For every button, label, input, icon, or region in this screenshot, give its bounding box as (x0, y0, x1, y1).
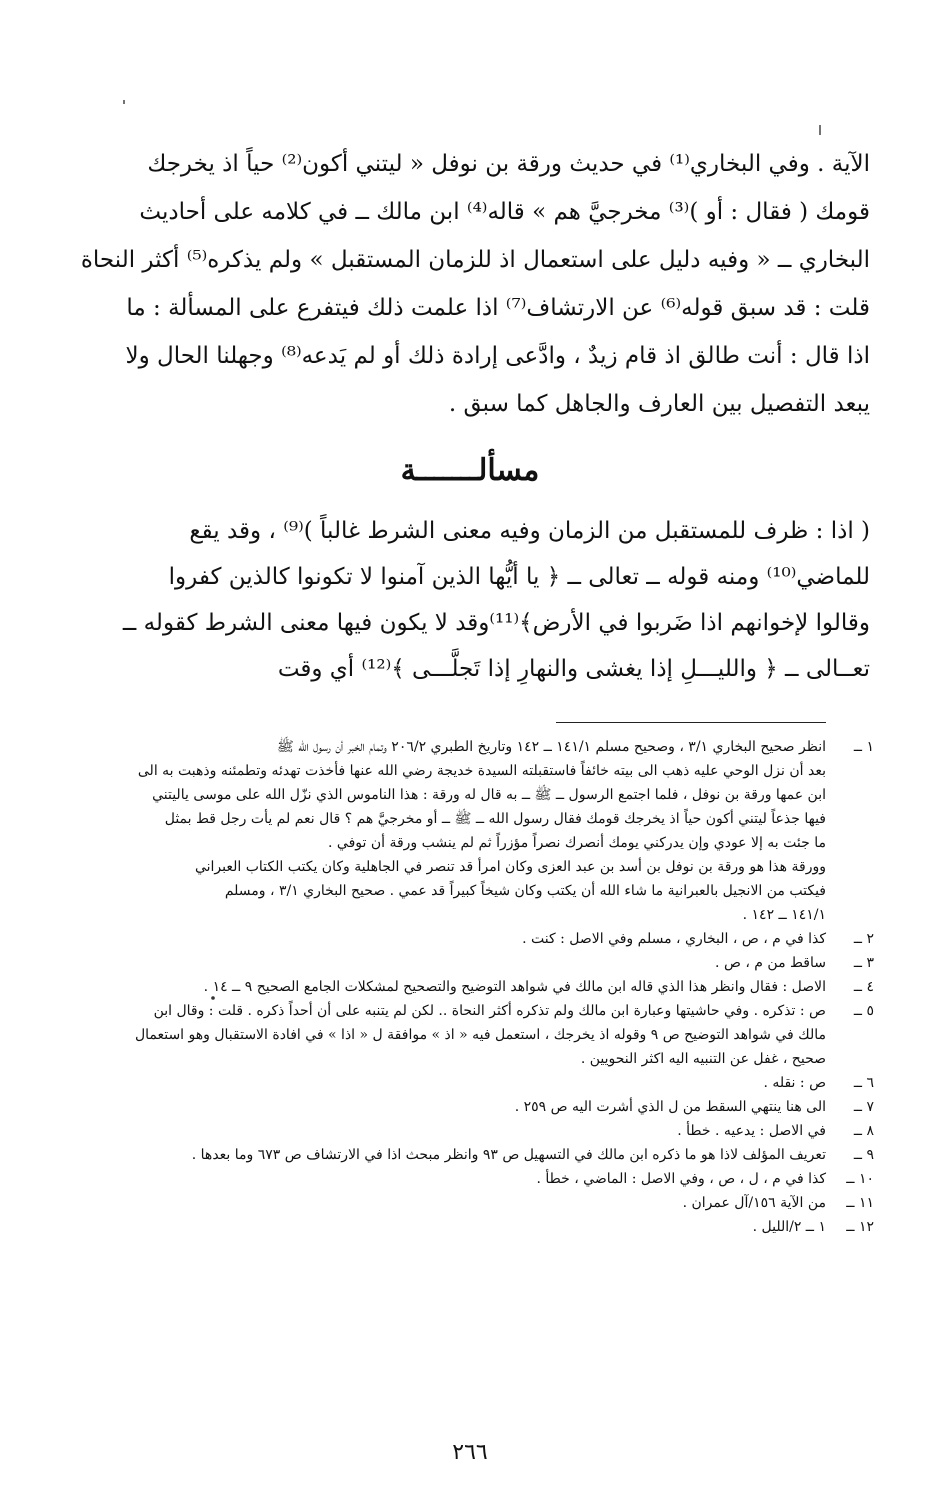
footnote-number: ٨ ــ (853, 1123, 874, 1139)
footnote-4 (62, 975, 874, 999)
footnote-7 (62, 1095, 874, 1119)
body-line: يبعد التفصيل بين العارف والجاهل كما سبق . (448, 391, 870, 417)
footnote-number: ٥ ــ (853, 1003, 874, 1019)
footnote-separator (556, 722, 826, 723)
body-line: اذا قال : أنت طالق اذ قام زيدٌ ، وادَّعى إرادة ذلك أو لم يَدعه⁽⁸⁾ وجهلنا الحال ولا (125, 343, 870, 369)
footnote-line: ص : نقله . (763, 1075, 826, 1091)
footnote-number: ٩ ــ (853, 1147, 874, 1163)
body-line: تعــالى ــ ﴿ والليـــلِ إذا يغشى والنهارِ إذا تَجلَّـــى ﴾⁽¹²⁾ أي وقت (277, 656, 870, 682)
footnote-line: ١٤١/١ ــ ١٤٢ . (742, 907, 826, 923)
footnote-line: ص : تذكره . وفي حاشيتها وعبارة ابن مالك ولم تذكره أكثر النحاة .. لكن لم يتنبه على أن أحداً ذكره . قلت : وقال ابن (153, 1003, 826, 1019)
footnote-12 (62, 1215, 874, 1239)
footnote-number: ١١ ــ (846, 1195, 874, 1211)
footnote-line: فيكتب من الانجيل بالعبرانية ما شاء الله أن يكتب وكان شيخاً كبيراً قد عمي . صحيح البخاري ٣/١ ، ومسلم (224, 883, 826, 899)
footnote-line: صحيح ، غفل عن التنبيه اليه اكثر النحويين . (580, 1051, 826, 1067)
footnote-number: ٢ ــ (853, 931, 874, 947)
footnote-number: ٣ ــ (853, 955, 874, 971)
footnote-line: تعريف المؤلف لاذا هو ما ذكره ابن مالك في التسهيل ص ٩٣ وانظر مبحث اذا في الارتشاف ص ٦٧٣ وما بعدها . (191, 1147, 826, 1163)
footnote-line: كذا في م ، ص ، البخاري ، مسلم وفي الاصل : كنت . (522, 931, 826, 947)
footnote-line: الاصل : فقال وانظر هذا الذي قاله ابن مالك في شواهد التوضيح والتصحيح لمشكلات الجامع الصحيح ٩ ــ ١٤ . (203, 979, 826, 995)
footnote-11 (62, 1191, 874, 1215)
footnote-8 (62, 1119, 874, 1143)
footnote-6 (62, 1071, 874, 1095)
footnote-2 (62, 927, 874, 951)
footnote-line: كذا في م ، ل ، ص ، وفي الاصل : الماضي ، خطأ . (536, 1171, 826, 1187)
footnote-1 (62, 735, 874, 855)
footnote-number: ١٠ ــ (846, 1171, 874, 1187)
footnote-line: في الاصل : يدعيه . خطأ . (677, 1123, 826, 1139)
body-line: وقالوا لإخوانهم اذا ضَربوا في الأرض﴾⁽¹¹⁾وقد لا يكون فيها معنى الشرط كقوله ــ (122, 610, 870, 636)
body-line: البخاري ــ « وفيه دليل على استعمال اذ للزمان المستقبل » ولم يذكره⁽⁵⁾ أكثر النحاة (80, 247, 870, 273)
second-text-block (78, 508, 870, 692)
footnote-line: بعد أن نزل الوحي عليه ذهب الى بيته خائفاً فاستقبلته السيدة خديجة رضي الله عنها فأخذت تهدئه وتطمئنه وذهبت به الى (137, 763, 826, 779)
footnote-number: ٦ ــ (853, 1075, 874, 1091)
footnote-line: فيها جذعاً ليتني أكون حياً اذ يخرجك قومك فقال رسول الله ــ ﷺ ــ أو مخرجيَّ هم ؟ قال نعم لم يأت رجل قط بمثل (164, 811, 826, 827)
footnote-line: ساقط من م ، ص . (715, 955, 826, 971)
footnote-10 (62, 1167, 874, 1191)
page-number: ٢٦٦ (452, 1440, 488, 1465)
footnote-5 (62, 999, 874, 1071)
body-line: قلت : قد سبق قوله⁽⁶⁾ عن الارتشاف⁽⁷⁾ اذا علمت ذلك فيتفرع على المسألة : ما (126, 295, 870, 321)
footnote-line: ما جئت به إلا عودي وإن يدركني يومك أنصرك نصراً مؤزراً ثم لم ينشب ورقة أن توفي . (328, 835, 826, 851)
footnote-line: الى هنا ينتهي السقط من ل الذي أشرت اليه ص ٢٥٩ . (514, 1099, 826, 1115)
footnotes (62, 735, 874, 1239)
body-line: للماضي⁽¹⁰⁾ ومنه قوله ــ تعالى ــ ﴿ يا أيُّها الذين آمنوا لا تكونوا كالذين كفروا (168, 564, 870, 590)
footnote-line: ابن عمها ورقة بن نوفل ، فلما اجتمع الرسول ــ ﷺ ــ به قال له ورقة : هذا الناموس الذي نزّل الله على موسى ياليتني (152, 787, 826, 803)
footnote-number: ٧ ــ (853, 1099, 874, 1115)
body-line: الآية . وفي البخاري⁽¹⁾ في حديث ورقة بن نوفل « ليتني أكون⁽²⁾ حياً اذ يخرجك (147, 151, 870, 177)
footnote-number: ١٢ ــ (846, 1219, 874, 1235)
footnote-text (62, 999, 826, 1071)
footnote-line: مالك في شواهد التوضيح ص ٩ وقوله اذ يخرجك ، استعمل فيه « اذ » موافقة ل « اذا » في افادة الاستقبال وهو استعمال (134, 1027, 826, 1043)
body-line: ( اذا : ظرف للمستقبل من الزمان وفيه معنى الشرط غالباً )⁽⁹⁾ ، وقد يقع (189, 518, 870, 544)
footnote-3 (62, 951, 874, 975)
main-text-block (78, 140, 870, 428)
footnote-9 (62, 1143, 874, 1167)
footnote-number: ١ ــ (853, 739, 874, 755)
section-heading: مسألـــــــة (400, 453, 540, 488)
footnote-line: من الآية ١٥٦/آل عمران . (682, 1195, 826, 1211)
footnote-text (62, 735, 826, 855)
body-line: قومك ( فقال : أو )⁽³⁾ مخرجيَّ هم » قاله⁽⁴⁾ ابن مالك ــ في كلامه على أحاديث (139, 199, 870, 225)
footnote-number: ٤ ــ (853, 979, 874, 995)
footnote-1-continuation (62, 855, 874, 927)
footnote-line: انظر صحيح البخاري ٣/١ ، وصحيح مسلم ١٤١/١ ــ ١٤٢ وتاريخ الطبري ٢٠٦/٢ وتمام الخبر أن رسول الله ﷺ (276, 739, 826, 755)
footnote-line: وورقة هذا هو ورقة بن نوفل بن أسد بن عبد العزى وكان امرأ قد تنصر في الجاهلية وكان يكتب الكتاب العبراني (194, 859, 826, 875)
footnote-line: ١ ــ ٢/الليل . (752, 1219, 826, 1235)
